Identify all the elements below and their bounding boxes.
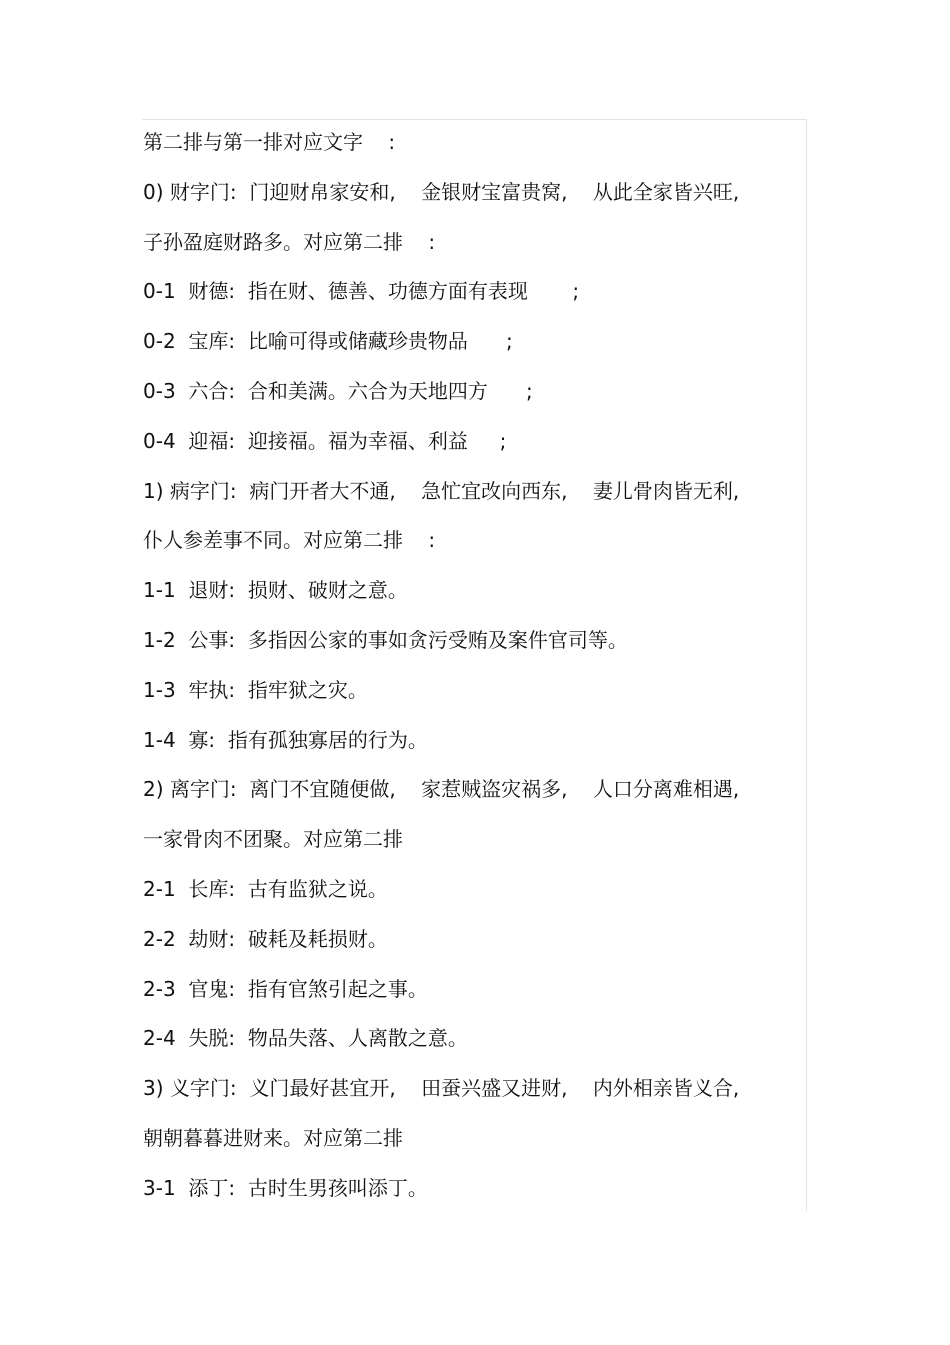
heading-line: 第二排与第一排对应文字 : [143,130,396,154]
text-line: 1-4 寡: 指有孤独寡居的行为。 [143,727,428,752]
text-line: 0-2 宝库: 比喻可得或储藏珍贵物品 ; [143,329,513,354]
text-line: 2) 离字门: 离门不宜随便做, 家惹贼盗灾祸多, 人口分离难相遇, [143,777,740,802]
text-line: 仆人参差事不同。对应第二排 : [143,528,436,553]
text-line: 3) 义字门: 义门最好甚宜开, 田蚕兴盛又进财, 内外相亲皆义合, [143,1076,740,1101]
text-line: 1-3 牢执: 指牢狱之灾。 [143,677,368,702]
text-line: 1) 病字门: 病门开者大不通, 急忙宜改向西东, 妻儿骨肉皆无利, [143,478,740,503]
text-line: 2-2 劫财: 破耗及耗损财。 [143,926,388,951]
text-line: 1-2 公事: 多指因公家的事如贪污受贿及案件官司等。 [143,627,628,652]
text-line: 3-1 添丁: 古时生男孩叫添丁。 [143,1175,428,1200]
text-line: 2-3 官鬼: 指有官煞引起之事。 [143,976,428,1001]
text-line: 朝朝暮暮进财来。对应第二排 [143,1125,403,1150]
text-line: 2-4 失脱: 物品失落、人离散之意。 [143,1026,468,1051]
text-line: 0) 财字门: 门迎财帛家安和, 金银财宝富贵窝, 从此全家皆兴旺, [143,179,740,204]
text-line: 一家骨肉不团聚。对应第二排 [143,827,403,852]
text-line: 1-1 退财: 损财、破财之意。 [143,578,408,603]
text-line: 0-3 六合: 合和美满。六合为天地四方 ; [143,378,533,403]
text-line: 0-4 迎福: 迎接福。福为幸福、利益 ; [143,428,507,453]
text-line: 2-1 长库: 古有监狱之说。 [143,876,388,901]
document-body [143,118,803,1214]
text-line: 0-1 财德: 指在财、德善、功德方面有表现 ; [143,279,580,304]
text-line: 子孙盈庭财路多。对应第二排 : [143,229,436,254]
